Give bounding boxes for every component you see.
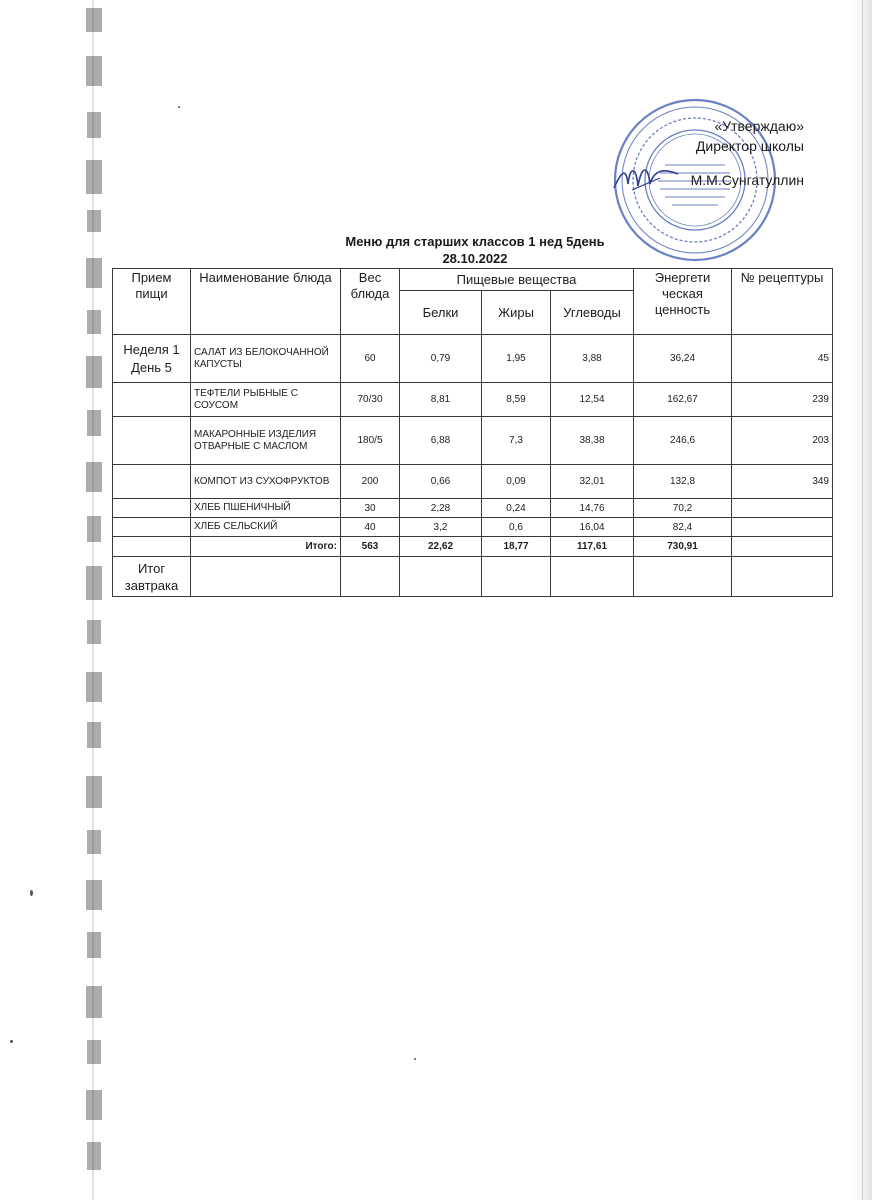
dish-carbs: 14,76 <box>551 499 634 518</box>
table-header-row <box>113 269 833 291</box>
meal-cell-empty <box>113 499 191 518</box>
dish-protein: 2,28 <box>400 499 482 518</box>
header-protein: Белки <box>400 291 482 335</box>
summary-cell-empty <box>341 557 400 597</box>
dish-weight: 180/5 <box>341 417 400 465</box>
meal-cell-empty <box>113 417 191 465</box>
total-energy: 730,91 <box>634 537 732 557</box>
table-row <box>113 383 833 417</box>
dish-carbs: 38,38 <box>551 417 634 465</box>
dish-protein: 3,2 <box>400 518 482 537</box>
summary-cell-empty <box>482 557 551 597</box>
scan-speck <box>30 890 33 896</box>
dish-recipe: 349 <box>732 465 833 499</box>
summary-cell-empty <box>732 557 833 597</box>
dish-recipe <box>732 499 833 518</box>
dish-fat: 1,95 <box>482 335 551 383</box>
summary-cell-empty <box>191 557 341 597</box>
approval-position: Директор школы <box>695 138 804 154</box>
menu-date: 28.10.2022 <box>442 251 508 266</box>
dish-fat: 0,09 <box>482 465 551 499</box>
header-weight: Вес блюда <box>341 269 400 335</box>
summary-cell-empty <box>634 557 732 597</box>
dish-fat: 7,3 <box>482 417 551 465</box>
header-energy: Энергети ческая ценность <box>634 269 732 335</box>
dish-weight: 70/30 <box>341 383 400 417</box>
table-row <box>113 335 833 383</box>
dish-name: КОМПОТ ИЗ СУХОФРУКТОВ <box>191 465 341 499</box>
scan-speck <box>10 1040 13 1043</box>
page-edge-line <box>862 0 863 1200</box>
scan-speck <box>178 106 180 108</box>
dish-recipe <box>732 518 833 537</box>
header-fat: Жиры <box>482 291 551 335</box>
table-row <box>113 417 833 465</box>
dish-carbs: 16,04 <box>551 518 634 537</box>
total-label: Итого: <box>191 537 341 557</box>
dish-weight: 40 <box>341 518 400 537</box>
dish-protein: 8,81 <box>400 383 482 417</box>
dish-fat: 0,24 <box>482 499 551 518</box>
header-meal: Прием пищи <box>113 269 191 335</box>
dish-energy: 246,6 <box>634 417 732 465</box>
dish-protein: 0,66 <box>400 465 482 499</box>
dish-fat: 8,59 <box>482 383 551 417</box>
dish-carbs: 3,88 <box>551 335 634 383</box>
dish-fat: 0,6 <box>482 518 551 537</box>
table-row <box>113 499 833 518</box>
table-row <box>113 518 833 537</box>
dish-name: ТЕФТЕЛИ РЫБНЫЕ С СОУСОМ <box>191 383 341 417</box>
table-row <box>113 465 833 499</box>
header-recipe: № рецептуры <box>732 269 833 335</box>
approval-heading: «Утверждаю» <box>714 118 804 134</box>
header-nutrients: Пищевые вещества <box>400 269 634 291</box>
scan-speck <box>414 1058 416 1060</box>
total-fat: 18,77 <box>482 537 551 557</box>
total-carbs: 117,61 <box>551 537 634 557</box>
dish-carbs: 12,54 <box>551 383 634 417</box>
dish-recipe: 203 <box>732 417 833 465</box>
dish-name: МАКАРОННЫЕ ИЗДЕЛИЯ ОТВАРНЫЕ С МАСЛОМ <box>191 417 341 465</box>
meal-cell-empty <box>113 537 191 557</box>
meal-cell-empty <box>113 465 191 499</box>
dish-recipe: 45 <box>732 335 833 383</box>
total-row <box>113 537 833 557</box>
meal-label: Неделя 1 День 5 <box>113 335 191 383</box>
dish-protein: 0,79 <box>400 335 482 383</box>
dish-energy: 36,24 <box>634 335 732 383</box>
menu-title: Меню для старших классов 1 нед 5день <box>345 234 605 249</box>
summary-cell-empty <box>551 557 634 597</box>
total-weight: 563 <box>341 537 400 557</box>
dish-energy: 132,8 <box>634 465 732 499</box>
dish-weight: 60 <box>341 335 400 383</box>
director-signature <box>612 160 682 196</box>
dish-weight: 30 <box>341 499 400 518</box>
dish-name: ХЛЕБ СЕЛЬСКИЙ <box>191 518 341 537</box>
approval-block <box>691 116 804 190</box>
approval-director-name: М.М.Сунгатуллин <box>690 172 804 188</box>
header-carbs: Углеводы <box>551 291 634 335</box>
summary-row <box>113 557 833 597</box>
meal-cell-empty <box>113 383 191 417</box>
dish-name: САЛАТ ИЗ БЕЛОКОЧАННОЙ КАПУСТЫ <box>191 335 341 383</box>
summary-label: Итог завтрака <box>113 557 191 597</box>
menu-table <box>112 268 833 597</box>
dish-name: ХЛЕБ ПШЕНИЧНЫЙ <box>191 499 341 518</box>
dish-weight: 200 <box>341 465 400 499</box>
summary-cell-empty <box>400 557 482 597</box>
dish-recipe: 239 <box>732 383 833 417</box>
total-recipe-empty <box>732 537 833 557</box>
dish-energy: 82,4 <box>634 518 732 537</box>
header-dish: Наименование блюда <box>191 269 341 335</box>
binding-strip <box>80 0 110 1200</box>
dish-protein: 6,88 <box>400 417 482 465</box>
dish-carbs: 32,01 <box>551 465 634 499</box>
total-protein: 22,62 <box>400 537 482 557</box>
dish-energy: 162,67 <box>634 383 732 417</box>
dish-energy: 70,2 <box>634 499 732 518</box>
meal-cell-empty <box>113 518 191 537</box>
